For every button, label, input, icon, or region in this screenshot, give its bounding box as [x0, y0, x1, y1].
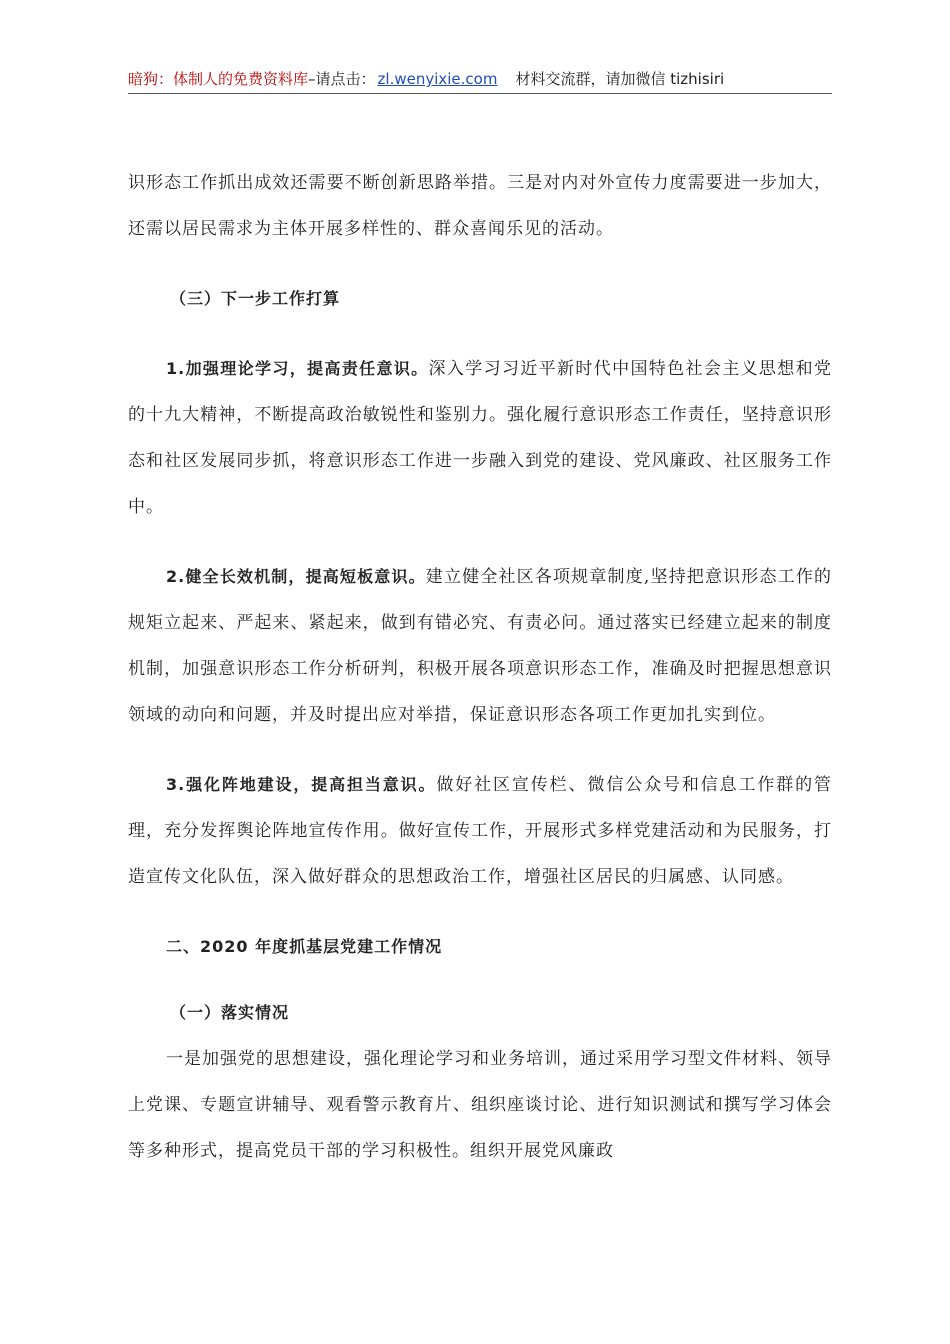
header-rule	[128, 93, 832, 94]
paragraph-item-1	[128, 346, 832, 530]
heading-next-steps: （三）下一步工作打算	[170, 289, 341, 308]
item-1-body: 深入学习习近平新时代中国特色社会主义思想和党的十九大精神，不断提高政治敏锐性和鉴别力。强化履行意识形态工作责任，坚持意识形态和社区发展同步抓，将意识形态工作进一步融入到党的建设、党风廉政、社区服务工作中。	[128, 359, 833, 517]
item-2-lead: 2.健全长效机制，提高短板意识。	[166, 567, 426, 586]
header-brand: 暗狗：体制人的免费资料库	[128, 70, 309, 88]
page-header	[128, 68, 832, 90]
heading-section-2: 二、2020 年度抓基层党建工作情况	[166, 937, 443, 956]
document-body	[128, 160, 832, 1174]
paragraph-item-2	[128, 554, 832, 738]
header-group-text: 材料交流群，请加微信 tizhisiri	[515, 70, 725, 88]
paragraph-item-3	[128, 762, 832, 900]
item-2-body: 建立健全社区各项规章制度,坚持把意识形态工作的规矩立起来、严起来、紧起来，做到有错必究、有责必问。通过落实已经建立起来的制度机制，加强意识形态工作分析研判，积极开展各项意识形态工作，准确及时把握思想意识领域的动向和问题，并及时提出应对举措，保证意识形态各项工作更加扎实到位。	[128, 567, 832, 725]
header-separator: –请点击：	[308, 70, 376, 88]
header-link[interactable]: zl.wenyixie.com	[377, 70, 498, 88]
paragraph-continuation: 识形态工作抓出成效还需要不断创新思路举措。三是对内对外宣传力度需要进一步加大，还需以居民需求为主体开展多样性的、群众喜闻乐见的活动。	[128, 173, 832, 239]
item-3-lead: 3.强化阵地建设，提高担当意识。	[166, 775, 437, 794]
item-1-lead: 1.加强理论学习，提高责任意识。	[166, 359, 429, 378]
heading-implementation: （一）落实情况	[170, 1003, 290, 1022]
paragraph-implementation: 一是加强党的思想建设，强化理论学习和业务培训，通过采用学习型文件材料、领导上党课、专题宣讲辅导、观看警示教育片、组织座谈讨论、进行知识测试和撰写学习体会等多种形式，提高党员干部的学习积极性。组织开展党风廉政	[128, 1049, 832, 1161]
item-3-body: 做好社区宣传栏、微信公众号和信息工作群的管理，充分发挥舆论阵地宣传作用。做好宣传工作，开展形式多样党建活动和为民服务，打造宣传文化队伍，深入做好群众的思想政治工作，增强社区居民的归属感、认同感。	[128, 775, 832, 887]
